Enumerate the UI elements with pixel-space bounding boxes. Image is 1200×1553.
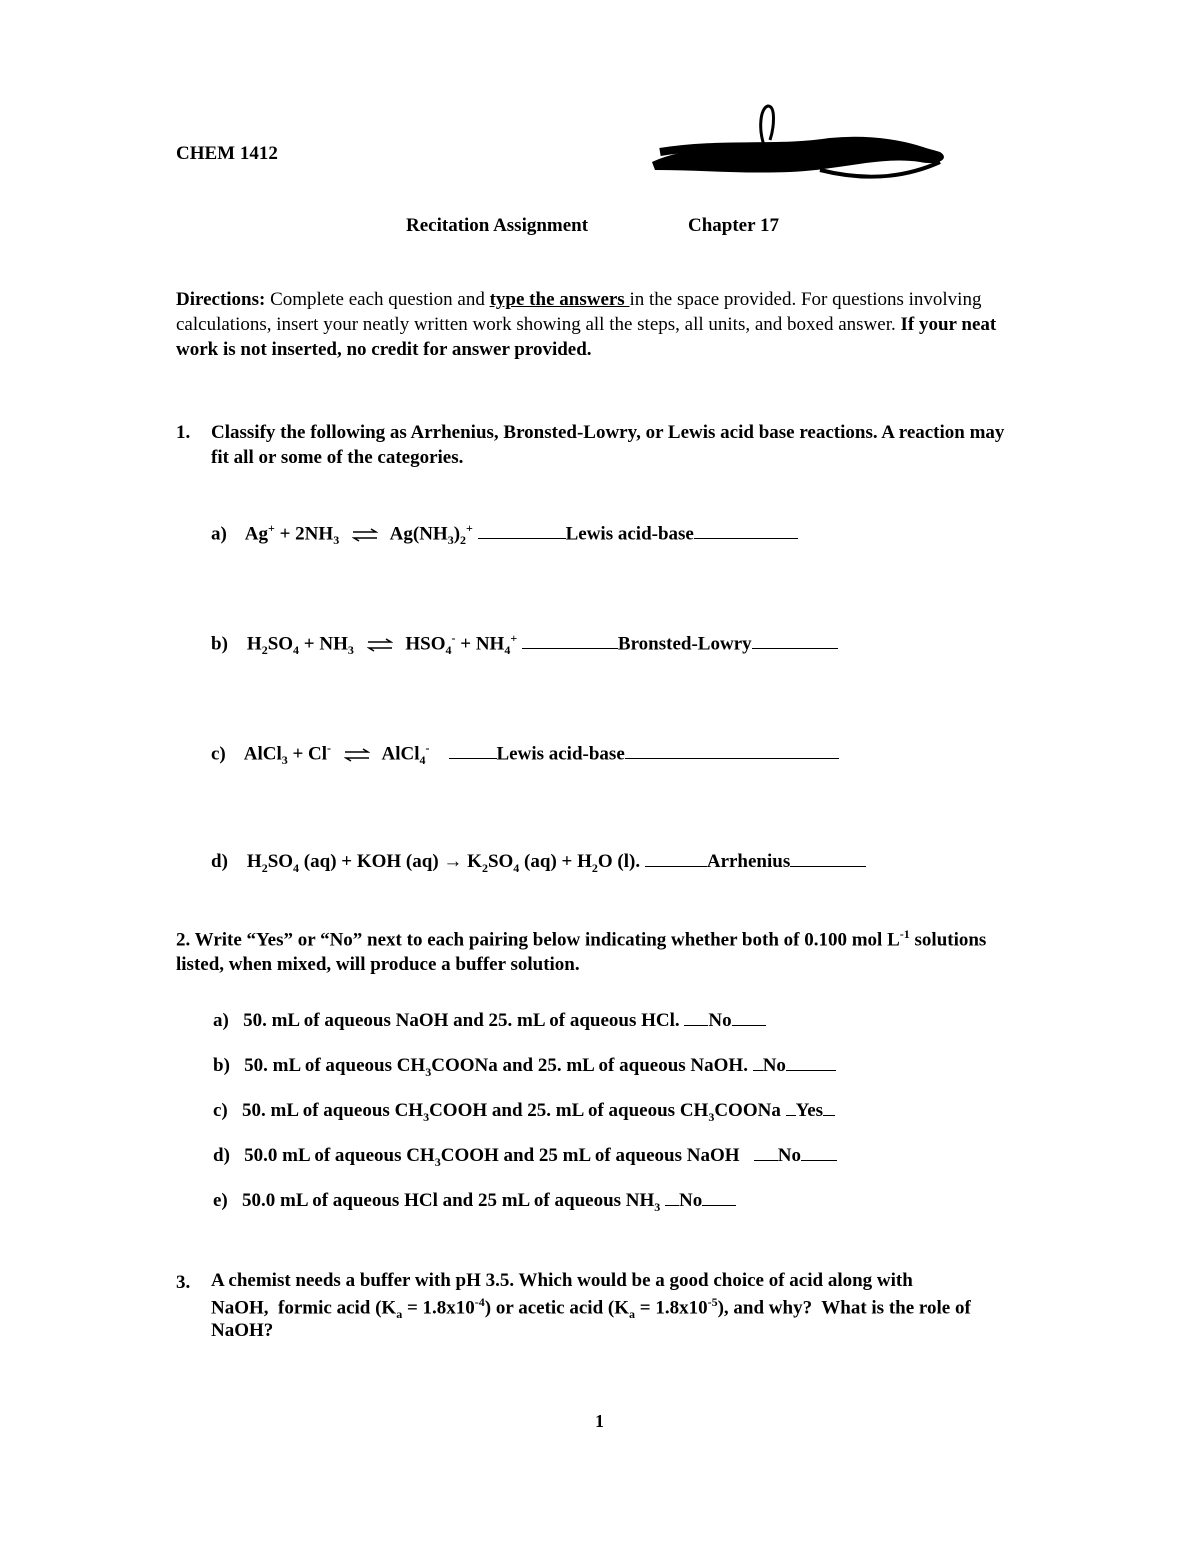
q1-text: Classify the following as Arrhenius, Bronsted-Lowry, or Lewis acid base reactions. A reaction may fit all or some of the categories. xyxy=(211,422,1005,468)
q2-answer-b: No xyxy=(762,1055,786,1076)
q1-item-c: c) AlCl$_3$ + Cl- AlCl$_4$- Lewis acid-base xyxy=(211,741,839,768)
redacted-signature xyxy=(640,100,960,190)
q2-text: 2. Write “Yes” or “No” next to each pairing below indicating whether both of 0.100 mol $L^{-1}$ solutions listed, when mixed, will produce a buffer solution. xyxy=(176,927,987,976)
q1-answer-a: Lewis acid-base xyxy=(565,523,694,545)
q2-item-a: a) 50. mL of aqueous NaOH and 25. mL of aqueous HCl. No xyxy=(213,1009,766,1032)
q1-number: 1. xyxy=(176,422,191,443)
q1-item-b: b) $H_2SO_4 + NH_3$ $HSO_4^- + NH_4^+$ Bronsted-Lowry xyxy=(211,631,838,658)
directions-warning: If your neat work is not inserted, no credit for answer provided. xyxy=(176,314,997,360)
equilibrium-arrow-icon xyxy=(367,638,393,652)
q1-item-d: d) $H_2SO_4$ (aq) + KOH $(aq) \to K_2SO_4$ $(aq) + H_2O$ (l). Arrhenius xyxy=(211,850,866,876)
chapter-label: Chapter 17 xyxy=(688,215,779,236)
q3-number: 3. xyxy=(176,1272,191,1293)
q1-item-a: a) $Ag^+ + 2NH_3$ $Ag(NH_3)_2^+$ Lewis acid-base xyxy=(211,521,798,548)
course-code: CHEM 1412 xyxy=(176,143,278,164)
q2-item-d: d) 50.0 mL of aqueous $CH_3COOH$ and 25 mL of aqueous NaOH No xyxy=(213,1144,837,1170)
directions-label: Directions: xyxy=(176,289,266,310)
equilibrium-arrow-icon xyxy=(344,748,370,762)
q1-answer-d: Arrhenius xyxy=(706,851,791,872)
q2-item-e: e) 50.0 mL of aqueous HCl and 25 mL of aqueous $NH_3$ No xyxy=(213,1189,736,1215)
q2-answer-a: No xyxy=(708,1010,732,1031)
q1-answer-b: Bronsted-Lowry xyxy=(617,633,752,655)
equilibrium-arrow-icon xyxy=(352,528,378,542)
q2-answer-c: Yes xyxy=(795,1100,824,1121)
reaction-arrow-icon: → xyxy=(443,851,463,872)
page-number: 1 xyxy=(595,1411,604,1431)
directions-emphasis: type the answers xyxy=(489,289,630,310)
q2-item-b: b) 50. mL of aqueous $CH_3COONa$ and 25. mL of aqueous NaOH. No xyxy=(213,1054,836,1080)
q2-answer-d: No xyxy=(777,1145,801,1166)
assignment-title: Recitation Assignment xyxy=(406,215,589,236)
q2-item-c: c) 50. mL of aqueous $CH_3COOH$ and 25. mL of aqueous $CH_3COONa$ Yes xyxy=(213,1099,835,1125)
q2-answer-e: No xyxy=(679,1190,703,1211)
q3-line-2: NaOH, formic acid $(K_a = 1.8x10^{-4})$ or acetic acid $(K_a = 1.8x10^{-5})$, and why? What is the role of xyxy=(211,1295,971,1322)
directions: Directions: Complete each question and type the answers in the space provided. For questions involving calculations, insert your neatly written work showing all the steps, all units, and boxed answer. If your neat work is not inserted, no credit for answer provided. xyxy=(176,289,997,360)
q3-line-3: NaOH? xyxy=(211,1320,274,1341)
q1-answer-c: Lewis acid-base xyxy=(496,743,625,765)
q3-line-1: A chemist needs a buffer with pH 3.5. Which would be a good choice of acid along with xyxy=(211,1270,913,1291)
